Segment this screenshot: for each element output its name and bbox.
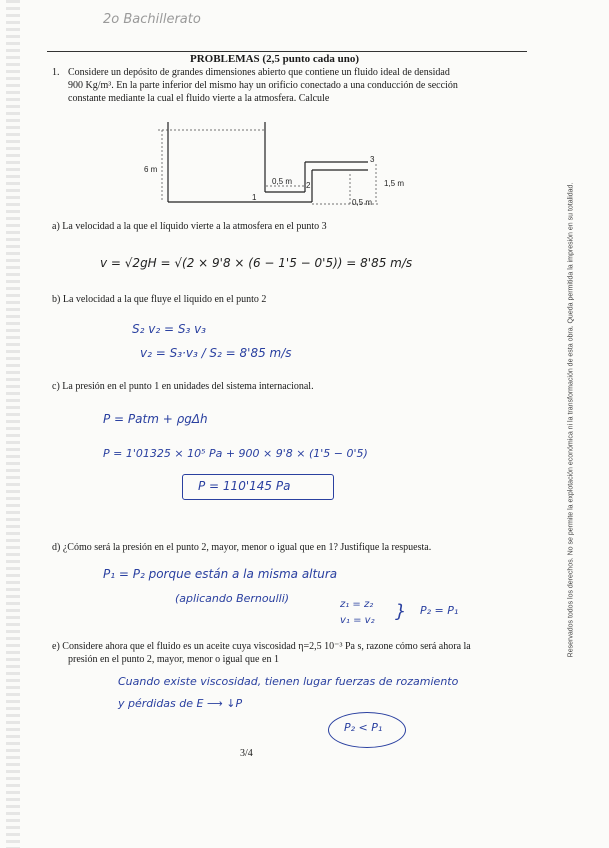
problem-line-2: 900 Kg/m³. En la parte inferior del mismo hay un orificio conectado a una conducción de sección — [68, 80, 458, 91]
question-e-2: presión en el punto 2, mayor, menor o igual que en 1 — [68, 654, 279, 665]
answer-d-3: z₁ = z₂ v₁ = v₂ — [340, 599, 375, 626]
problem-number: 1. — [52, 67, 60, 78]
page-number: 3/4 — [240, 748, 253, 759]
answer-e-2: y pérdidas de E ⟶ ↓P — [118, 697, 243, 710]
question-b: b) La velocidad a la que fluye el liquido en el punto 2 — [52, 294, 267, 305]
answer-e-1: Cuando existe viscosidad, tienen lugar fuerzas de rozamiento — [118, 675, 459, 688]
answer-e-3: P₂ < P₁ — [344, 721, 383, 734]
copyright-side-note — [565, 160, 577, 680]
answer-c-1: P = Patm + ρgΔh — [103, 412, 208, 426]
label-05m-top: 0,5 m — [272, 177, 293, 186]
brace: } — [395, 601, 407, 622]
point-3-label: 3 — [370, 155, 375, 164]
answer-d-1: P₁ = P₂ porque están a la misma altura — [103, 567, 338, 581]
question-d: d) ¿Cómo será la presión en el punto 2, mayor, menor o igual que en 1? Justifique la respuesta. — [52, 542, 432, 553]
problem-line-1: Considere un depósito de grandes dimensiones abierto que contiene un fluido ideal de densidad — [68, 67, 450, 78]
tank-diagram — [140, 112, 420, 217]
question-a: a) La velocidad a la que el líquido vierte a la atmosfera en el punto 3 — [52, 221, 327, 232]
label-6m: 6 m — [144, 165, 158, 174]
question-e-1: e) Considere ahora que el fluido es un aceite cuya viscosidad η=2,5 10⁻³ Pa s, razone cómo será ahora la — [52, 641, 471, 652]
pencil-note: 2o Bachillerato — [103, 12, 201, 27]
title-rule — [47, 51, 527, 52]
question-c: c) La presión en el punto 1 en unidades del sistema internacional. — [52, 381, 314, 392]
answer-c-3: P = 110'145 Pa — [198, 479, 291, 493]
label-15m: 1,5 m — [384, 179, 405, 188]
label-05m-right: 0,5 m — [352, 198, 373, 207]
answer-b-2: v₂ = S₃·v₃ / S₂ = 8'85 m/s — [140, 346, 292, 360]
answer-d-4: P₂ = P₁ — [420, 604, 459, 617]
problem-line-3: constante mediante la cual el fluido vierte a la atmosfera. Calcule — [68, 93, 330, 104]
page-title: PROBLEMAS (2,5 punto cada uno) — [190, 53, 360, 65]
copyright-text: Reservados todos los derechos. No se permite la explotación económica ni la transformación de esta obra. Queda permitida la impresión en su totalidad. — [567, 182, 575, 658]
point-2-label: 2 — [306, 181, 311, 190]
answer-d-2: (aplicando Bernoulli) — [175, 592, 290, 605]
point-1-label: 1 — [252, 193, 257, 202]
answer-a: v = √2gH = √(2 × 9'8 × (6 − 1'5 − 0'5)) = 8'85 m/s — [100, 256, 413, 270]
answer-b-1: S₂ v₂ = S₃ v₃ — [132, 322, 206, 336]
scan-edge — [6, 0, 20, 848]
answer-c-2: P = 1'01325 × 10⁵ Pa + 900 × 9'8 × (1'5 − 0'5) — [103, 447, 368, 460]
